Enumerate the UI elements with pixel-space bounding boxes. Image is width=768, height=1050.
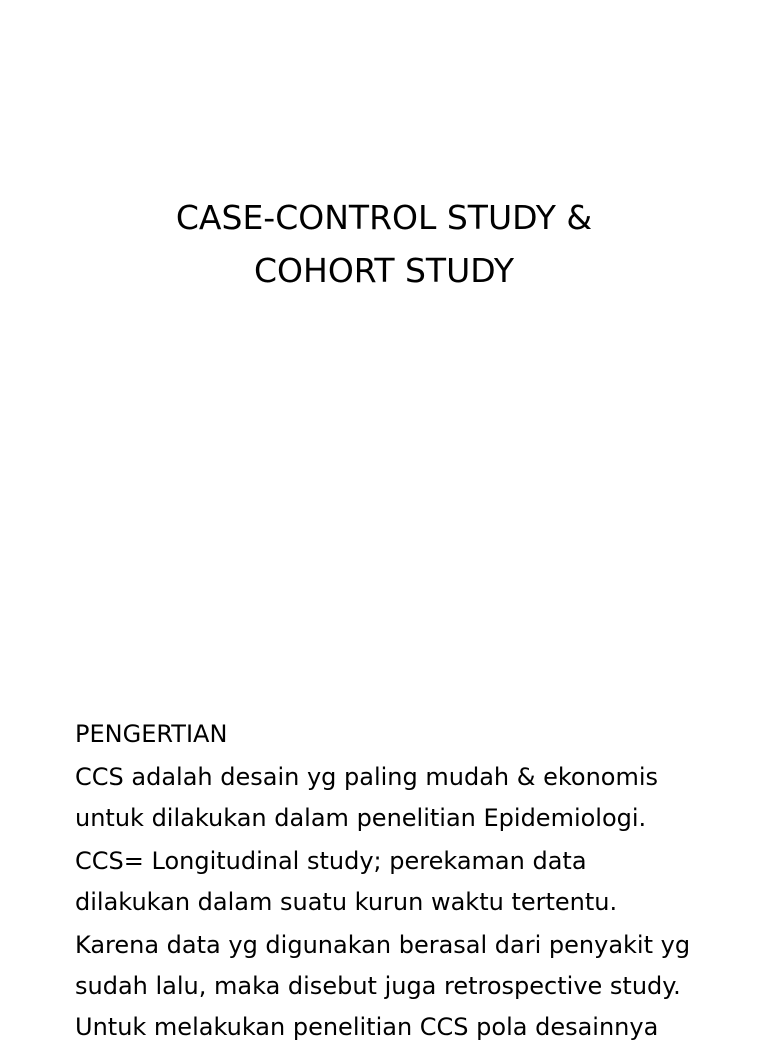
paragraph-line: Untuk melakukan penelitian CCS pola desainnya xyxy=(75,1013,659,1041)
paragraph-line: CCS= Longitudinal study; perekaman data xyxy=(75,847,587,875)
paragraph-line: CCS adalah desain yg paling mudah & ekonomis xyxy=(75,763,659,791)
paragraph-definition xyxy=(75,757,745,839)
paragraph-line: untuk dilakukan dalam penelitian Epidemiologi. xyxy=(75,804,647,832)
paragraph-retrospective xyxy=(75,925,745,1048)
paragraph-line: Karena data yg digunakan berasal dari penyakit yg xyxy=(75,931,691,959)
section-heading: PENGERTIAN xyxy=(75,720,228,748)
paragraph-longitudinal xyxy=(75,841,745,923)
paragraph-line: dilakukan dalam suatu kurun waktu tertentu. xyxy=(75,888,618,916)
slide-title-line-2: COHORT STUDY xyxy=(253,251,514,290)
slide-body xyxy=(75,714,745,1050)
paragraph-line: sudah lalu, maka disebut juga retrospective study. xyxy=(75,972,681,1000)
slide-title xyxy=(0,191,768,297)
slide-title-line-1: CASE-CONTROL STUDY & xyxy=(175,198,593,237)
